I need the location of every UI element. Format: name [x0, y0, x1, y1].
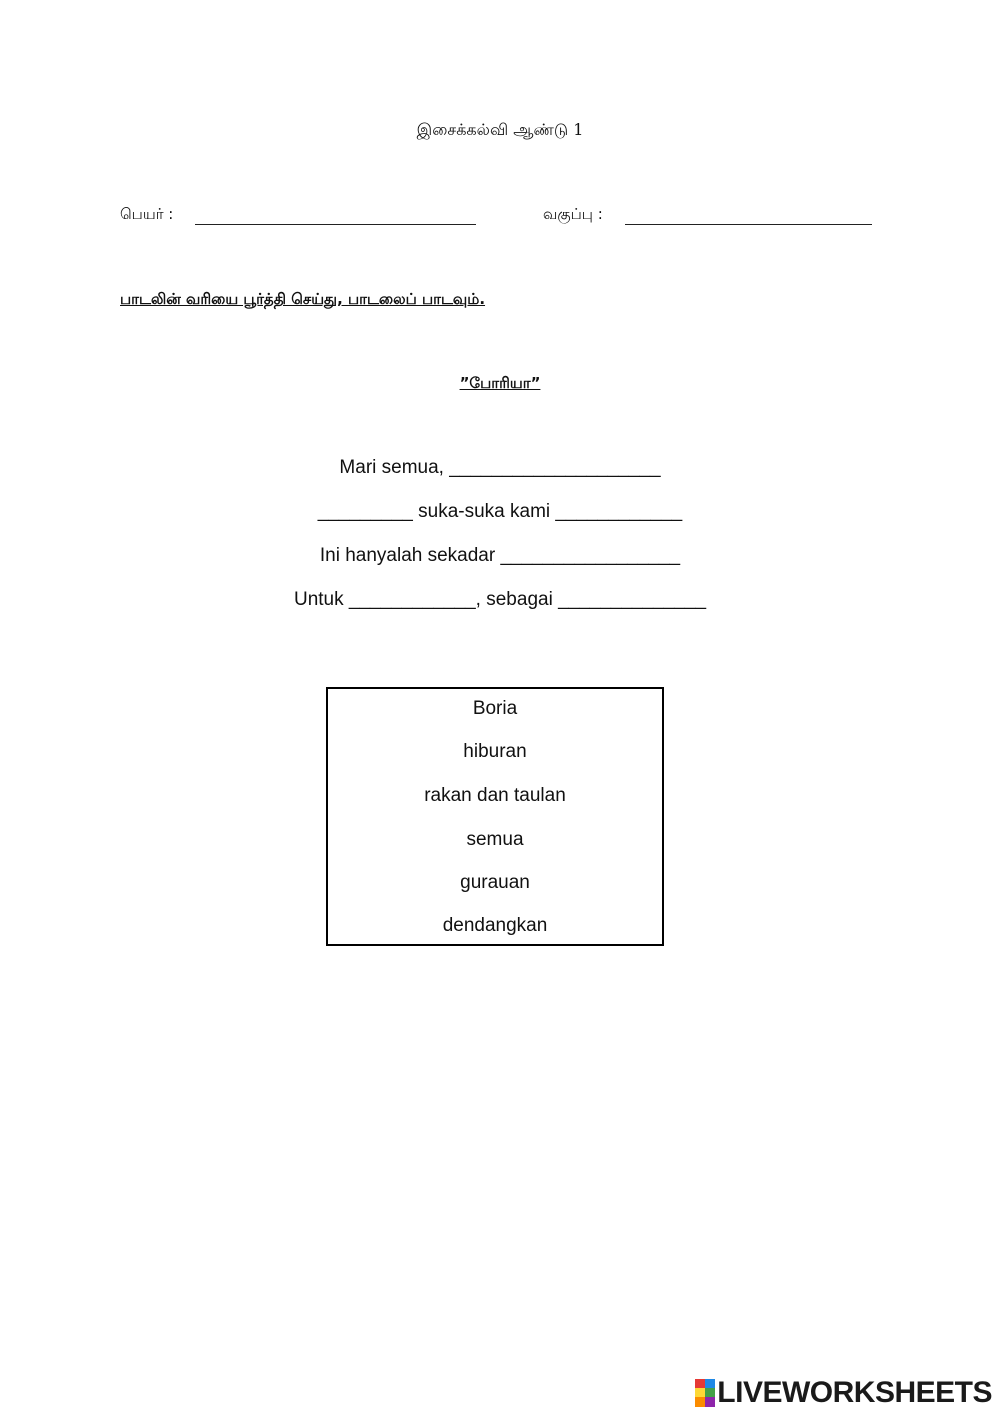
name-label: பெயர் :: [120, 205, 174, 223]
word-bank-item[interactable]: Boria: [472, 698, 518, 719]
lyric-line-3: Ini hanyalah sekadar _________________: [319, 545, 681, 566]
worksheet-title: இசைக்கல்வி ஆண்டு 1: [416, 120, 584, 139]
lyric-line-2: _________ suka-suka kami ____________: [317, 501, 683, 522]
song-title: ”போரியா”: [459, 374, 541, 392]
word-bank-item[interactable]: dendangkan: [442, 915, 548, 936]
name-input-line[interactable]: [195, 224, 476, 225]
word-bank-item[interactable]: semua: [466, 829, 524, 850]
instruction-text: பாடலின் வரியை பூர்த்தி செய்து, பாடலைப் பாடவும்.: [120, 290, 486, 308]
word-bank-item[interactable]: gurauan: [460, 872, 530, 893]
brand-text: LIVEWORKSHEETS: [717, 1376, 992, 1409]
word-bank-item[interactable]: hiburan: [463, 741, 527, 762]
lyric-line-4: Untuk ____________, sebagai ______________: [293, 589, 707, 610]
class-label: வகுப்பு :: [543, 205, 603, 223]
liveworksheets-logo-icon: [695, 1379, 715, 1407]
word-bank-item[interactable]: rakan dan taulan: [424, 785, 566, 806]
liveworksheets-brand: [695, 1376, 992, 1410]
word-bank-box: [326, 687, 664, 946]
class-input-line[interactable]: [625, 224, 872, 225]
lyric-line-1: Mari semua, ____________________: [339, 457, 661, 478]
